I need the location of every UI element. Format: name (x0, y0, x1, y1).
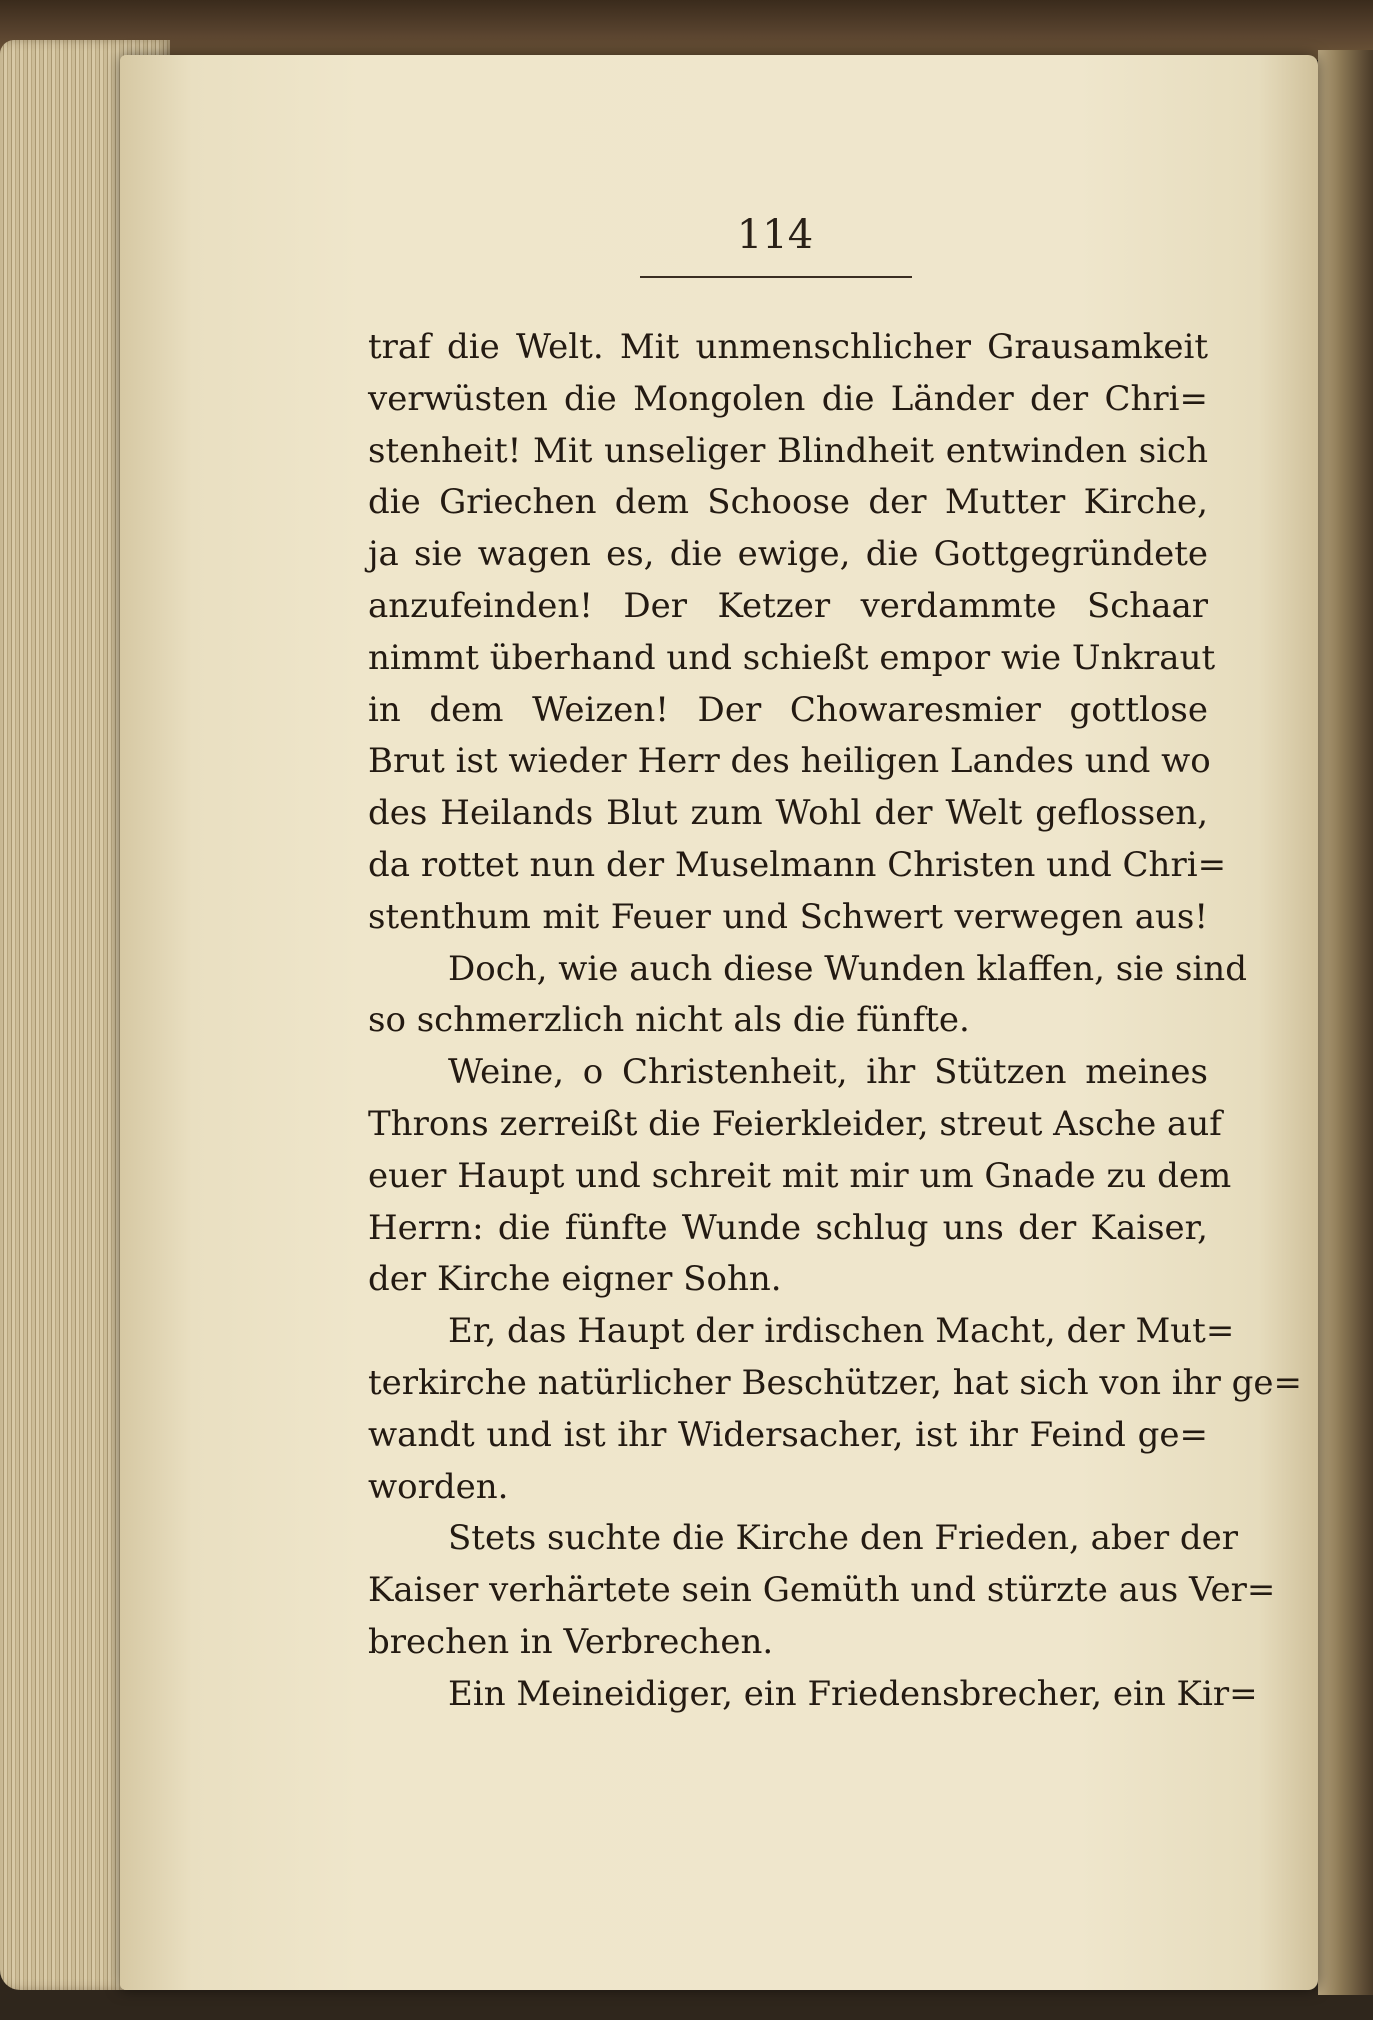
book-binding-top (0, 0, 1373, 60)
body-text (368, 322, 1303, 1721)
text-line: stenthum mit Feuer und Schwert verwegen aus! (368, 896, 1208, 937)
page-number: 114 (736, 212, 814, 258)
text-line: Weine, o Christenheit, ihr Stützen meines (448, 1052, 1208, 1093)
text-line: der Kirche eigner Sohn. (368, 1259, 782, 1300)
text-line: verwüsten die Mongolen die Länder der Chri= (368, 378, 1208, 419)
text-line: Brut ist wieder Herr des heiligen Landes und wo (368, 741, 1211, 782)
text-line: da rottet nun der Muselmann Christen und Chri= (368, 844, 1227, 885)
text-line: Doch, wie auch diese Wunden klaffen, sie sind (448, 948, 1247, 989)
text-line: Herrn: die fünfte Wunde schlug uns der Kaiser, (368, 1207, 1208, 1248)
text-line: terkirche natürlicher Beschützer, hat sich von ihr ge= (368, 1362, 1303, 1403)
text-line: Er, das Haupt der irdischen Macht, der Mut= (448, 1311, 1235, 1352)
text-line: Stets suchte die Kirche den Frieden, aber der (448, 1518, 1239, 1559)
text-line: wandt und ist ihr Widersacher, ist ihr Feind ge= (368, 1414, 1208, 1455)
text-line: anzufeinden! Der Ketzer verdammte Schaar (368, 585, 1208, 626)
text-line: des Heilands Blut zum Wohl der Welt geflossen, (368, 793, 1208, 834)
right-page-edge (1318, 50, 1373, 1995)
header-rule (640, 276, 912, 278)
text-line: Kaiser verhärtete sein Gemüth und stürzte aus Ver= (368, 1570, 1276, 1611)
text-line: stenheit! Mit unseliger Blindheit entwinden sich (368, 430, 1208, 471)
text-line: Throns zerreißt die Feierkleider, streut Asche auf (368, 1103, 1222, 1144)
text-line: euer Haupt und schreit mit mir um Gnade zu dem (368, 1155, 1232, 1196)
text-line: ja sie wagen es, die ewige, die Gottgegründete (368, 534, 1208, 575)
text-line: worden. (368, 1466, 509, 1507)
text-line: die Griechen dem Schoose der Mutter Kirche, (368, 482, 1208, 523)
text-line: brechen in Verbrechen. (368, 1621, 774, 1662)
text-line: Ein Meineidiger, ein Friedensbrecher, ein Kir= (448, 1673, 1258, 1714)
text-line: so schmerzlich nicht als die fünfte. (368, 1000, 970, 1041)
text-line: in dem Weizen! Der Chowaresmier gottlose (368, 689, 1208, 730)
text-line: nimmt überhand und schießt empor wie Unkraut (368, 637, 1216, 678)
text-line: traf die Welt. Mit unmenschlicher Grausamkeit (368, 327, 1208, 367)
